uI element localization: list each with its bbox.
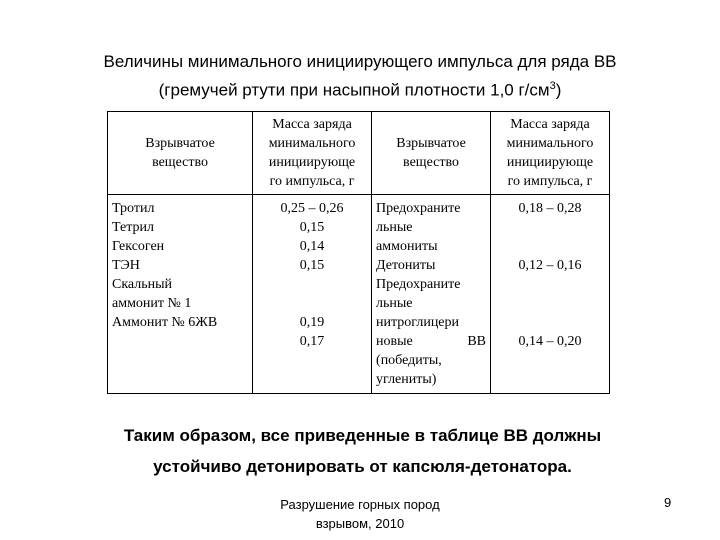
list-item: Предохраните: [376, 277, 461, 292]
left-mass-cell: [253, 195, 372, 394]
right-substance-cell: [372, 195, 491, 394]
header-mass-right: [491, 112, 610, 195]
list-item: Тротил: [112, 201, 155, 216]
title-line-2: [40, 74, 680, 103]
header-text: го импульса, г: [507, 174, 593, 189]
header-text: инициирующе: [506, 155, 594, 170]
conclusion-line-1: Таким образом, все приведенные в таблице ВВ должны: [123, 426, 602, 445]
header-mass-left: [253, 112, 372, 195]
list-item: 0,12 – 0,16: [518, 258, 582, 273]
header-text: минимального: [506, 136, 594, 151]
title-line-2-prefix: (гремучей ртути при насыпной плотности 1,0 г/см: [158, 80, 550, 100]
header-text: го импульса, г: [269, 174, 355, 189]
list-item: 0,15: [299, 220, 325, 235]
footer-line-1: Разрушение горных пород: [280, 497, 440, 512]
list-item: Аммонит № 6ЖВ: [112, 315, 218, 330]
conclusion-text: [90, 420, 635, 482]
conclusion-line-2: устойчиво детонировать от капсюля-детонатора.: [153, 457, 572, 476]
list-item: 0,19: [299, 315, 325, 330]
footer-line-2: взрывом, 2010: [315, 516, 405, 531]
list-item: 0,17: [299, 334, 325, 349]
header-text: Взрывчатое: [396, 136, 466, 151]
list-item: ТЭН: [112, 258, 140, 273]
list-item: 0,14 – 0,20: [518, 334, 582, 349]
spacer: [495, 218, 605, 256]
list-item: льные: [376, 220, 413, 235]
header-text: вещество: [403, 155, 459, 170]
list-item: Гексоген: [112, 239, 165, 254]
spacer: [257, 275, 367, 313]
list-item: Предохраните: [376, 201, 461, 216]
list-item: аммонит № 1: [112, 296, 192, 311]
header-text: Взрывчатое: [145, 136, 215, 151]
list-item: 0,25 – 0,26: [280, 201, 344, 216]
header-text: вещество: [152, 155, 208, 170]
header-text: минимального: [268, 136, 356, 151]
header-text: инициирующе: [268, 155, 356, 170]
list-item: 0,18 – 0,28: [518, 201, 582, 216]
table-body-row: [108, 195, 610, 394]
list-item: Скальный: [112, 277, 173, 292]
list-item: аммониты: [376, 239, 438, 254]
list-item: 0,15: [299, 258, 325, 273]
title-line-2-suffix: ): [555, 80, 562, 100]
slide-title: [40, 50, 680, 103]
page-number: 9: [664, 495, 672, 510]
list-item: углениты): [376, 372, 437, 387]
list-item: новые ВВ: [376, 334, 486, 349]
right-mass-cell: [491, 195, 610, 394]
list-item: 0,14: [299, 239, 325, 254]
left-substance-cell: [108, 195, 253, 394]
header-substance-right: [372, 112, 491, 195]
list-item: Детониты: [376, 258, 436, 273]
list-item: нитроглицери: [376, 315, 460, 330]
list-item: Тетрил: [112, 220, 154, 235]
table-header-row: [108, 112, 610, 195]
header-substance-left: [108, 112, 253, 195]
title-superscript: 3: [549, 80, 556, 92]
spacer: [495, 275, 605, 332]
header-text: Масса заряда: [272, 117, 352, 132]
list-item: льные: [376, 296, 413, 311]
list-item: (победиты,: [376, 353, 442, 368]
header-text: Масса заряда: [510, 117, 590, 132]
footer: [240, 495, 480, 533]
title-line-1: Величины минимального инициирующего импульса для ряда ВВ: [103, 52, 617, 71]
initiating-impulse-table: [107, 111, 610, 394]
